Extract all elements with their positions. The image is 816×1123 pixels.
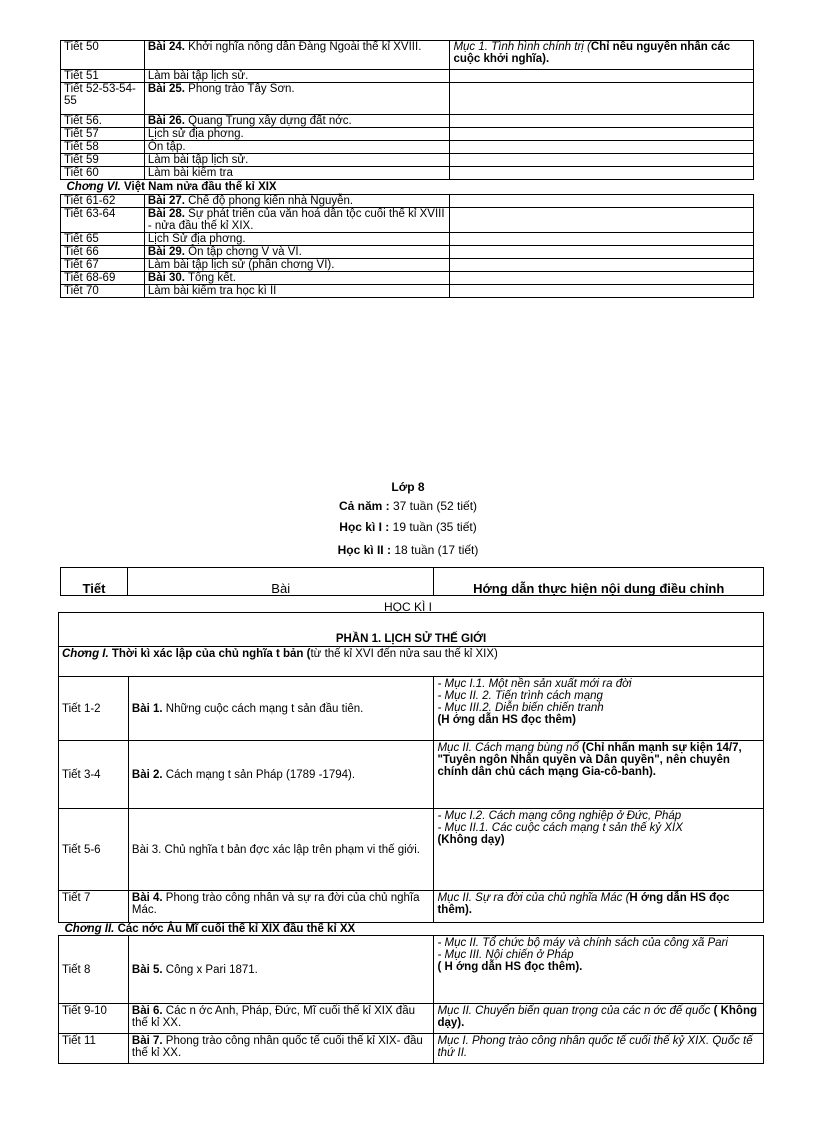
table-row: Tiết 56. Bài 26. Quang Trung xây dựng đất nớc.	[61, 115, 754, 128]
semester2-summary: Học kì II : 18 tuần (17 tiết)	[337, 543, 479, 557]
table-row: Tiết 3-4 Bài 2. Cách mạng t sản Pháp (1789 -1794). Mục II. Cách mạng bùng nổ (Chỉ nhấn mạnh sự kiện 14/7, "Tuyên ngôn Nhân quyền và Dân quyền", nên chuyên chính dân chủ cách mạng Gia-cô-banh).	[59, 741, 764, 809]
chapter-heading: Chơng I. Thời kì xác lập của chủ nghĩa t bản (từ thế kỉ XVI đến nửa sau thế kỉ XIX)	[59, 647, 764, 677]
table-row: Tiết 65 Lịch Sử địa phơng.	[61, 233, 754, 246]
semester1-summary: Học kì I : 19 tuần (35 tiết)	[339, 520, 477, 534]
table-row: Tiết 58 Ôn tập.	[61, 141, 754, 154]
table-top	[60, 40, 754, 298]
part-row: PHẦN 1. LỊCH SỬ THẾ GIỚI	[59, 613, 764, 647]
table-row: Tiết 8 Bài 5. Công x Pari 1871. - Mục II. Tổ chức bộ máy và chính sách của công xã Pari - Mục III. Nội chiến ở Pháp ( H ớng dẫn HS đọc thêm).	[59, 936, 764, 1004]
table-lop8	[58, 612, 764, 1064]
table-row: Tiết 51 Làm bài tập lịch sử.	[61, 70, 754, 83]
table-row: Tiết 5-6 Bài 3. Chủ nghĩa t bản đợc xác lập trên phạm vi thế giới. - Mục I.2. Cách mạng công nghiệp ở Đức, Pháp - Mục II.1. Các cuộc cách mạng t sản thế kỷ XIX (Không dạy)	[59, 809, 764, 891]
table-row: Tiết 52-53-54-55 Bài 25. Phong trào Tây Sơn.	[61, 83, 754, 115]
table-row: Tiết 50 Bài 24. Khởi nghĩa nông dân Đàng Ngoài thế kỉ XVIII. Mục 1. Tình hình chính trị (Chỉ nêu nguyên nhân các cuộc khởi nghĩa).	[61, 41, 754, 70]
year-summary: Cả năm : 37 tuần (52 tiết)	[338, 499, 478, 513]
table-row: Tiết 63-64 Bài 28. Sự phát triển của văn hoá dân tộc cuối thế kỉ XVIII - nửa đầu thế kỉ XIX.	[61, 208, 754, 233]
table-row: Tiết 1-2 Bài 1. Những cuộc cách mạng t sản đầu tiên. - Mục I.1. Một nền sản xuất mới ra đời - Mục II. 2. Tiến trình cách mạng - Mục III.2. Diễn biến chiến tranh (H ớng dẫn HS đọc thêm)	[59, 677, 764, 741]
header-row: Tiết Bài Hớng dẫn thực hiện nội dung điều chỉnh	[61, 568, 764, 596]
table-row: Tiết 67 Làm bài tập lịch sử (phần chơng VI).	[61, 259, 754, 272]
table-row: Tiết 57 Lịch sử địa phơng.	[61, 128, 754, 141]
table-row: Tiết 59 Làm bài tập lịch sử.	[61, 154, 754, 167]
semester-heading: HỌC KÌ I	[383, 600, 432, 614]
column-header-table	[60, 567, 764, 596]
chapter-heading: Chơng VI. Việt Nam nửa đầu thế kỉ XIX	[66, 181, 277, 193]
table-row: Tiết 68-69 Bài 30. Tổng kết.	[61, 272, 754, 285]
table-row: Tiết 11 Bài 7. Phong trào công nhân quốc tế cuối thế kỉ XIX- đầu thế kỉ XX. Mục I. Phong trào công nhân quốc tế cuối thế kỷ XIX. Quốc tế thứ II.	[59, 1034, 764, 1064]
table-row: Tiết 9-10 Bài 6. Các n ớc Anh, Pháp, Đức, Mĩ cuối thế kỉ XIX đầu thế kỉ XX. Mục II. Chuyển biến quan trọng của các n ớc đế quốc ( Không dạy).	[59, 1004, 764, 1034]
table-row: Tiết 7 Bài 4. Phong trào công nhân và sự ra đời của chủ nghĩa Mác. Mục II. Sự ra đời của chủ nghĩa Mác (H ớng dẫn HS đọc thêm).	[59, 891, 764, 923]
table-row: Tiết 60 Làm bài kiểm tra	[61, 167, 754, 180]
table-row: Tiết 66 Bài 29. Ôn tập chơng V và VI.	[61, 246, 754, 259]
table-row: Tiết 70 Làm bài kiểm tra học kì II	[61, 285, 754, 298]
table-row: Tiết 61-62 Bài 27. Chế độ phong kiến nhà Nguyễn.	[61, 195, 754, 208]
chapter-heading: Chơng II. Các nớc Âu Mĩ cuối thế kỉ XIX đầu thế kỉ XX	[64, 923, 356, 935]
class-title: Lớp 8	[391, 480, 425, 494]
